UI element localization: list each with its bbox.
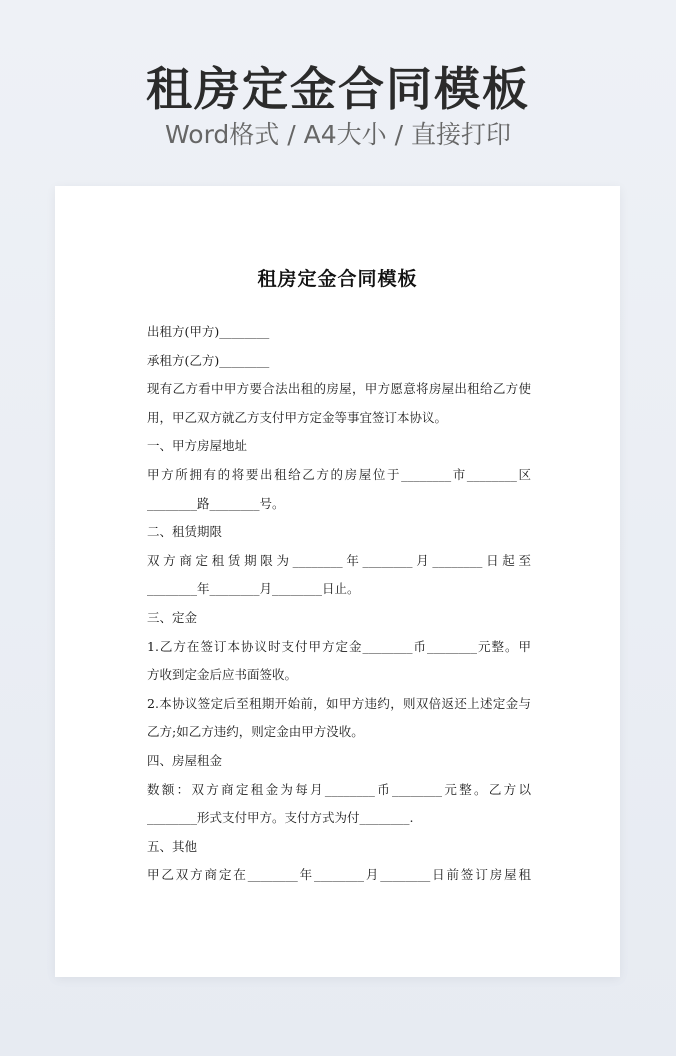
document-line: 甲乙双方商定在________年________月________日前签订房屋租 (147, 867, 531, 883)
document-title: 租房定金合同模板 (257, 268, 418, 290)
document-line: 1.乙方在签订本协议时支付甲方定金________币________元整。甲 (147, 638, 531, 654)
banner-subtitle: Word格式 / A4大小 / 直接打印 (165, 120, 511, 149)
section-heading: 一、甲方房屋地址 (147, 438, 248, 454)
document-line-lessee: 承租方(乙方)________ (147, 352, 270, 368)
document-line: 现有乙方看中甲方要合法出租的房屋，甲方愿意将房屋出租给乙方使 (147, 381, 531, 397)
section-heading: 五、其他 (147, 838, 198, 854)
document-line: 甲方所拥有的将要出租给乙方的房屋位于________市________区 (147, 466, 531, 482)
banner-title: 租房定金合同模板 (146, 62, 530, 116)
document-line: 数额：双方商定租金为每月________币________元整。乙方以 (147, 781, 531, 797)
document-page (55, 186, 620, 977)
document-line: 2.本协议签定后至租期开始前，如甲方违约，则双倍返还上述定金与 (147, 695, 531, 711)
document-line: ________形式支付甲方。支付方式为付________. (147, 810, 414, 826)
document-line: ________路________号。 (147, 495, 285, 511)
document-line: 方收到定金后应书面签收。 (147, 667, 298, 683)
document-line: 乙方;如乙方违约，则定金由甲方没收。 (147, 724, 364, 740)
section-heading: 三、定金 (147, 609, 198, 625)
section-heading: 二、租赁期限 (147, 524, 223, 540)
document-body (147, 318, 531, 890)
document-line: 双方商定租赁期限为________年________月________日起至 (147, 552, 531, 568)
document-line: ________年________月________日止。 (147, 581, 360, 597)
document-line: 用，甲乙双方就乙方支付甲方定金等事宜签订本协议。 (147, 409, 448, 425)
document-line-lessor: 出租方(甲方)________ (147, 324, 270, 339)
section-heading: 四、房屋租金 (147, 752, 223, 768)
